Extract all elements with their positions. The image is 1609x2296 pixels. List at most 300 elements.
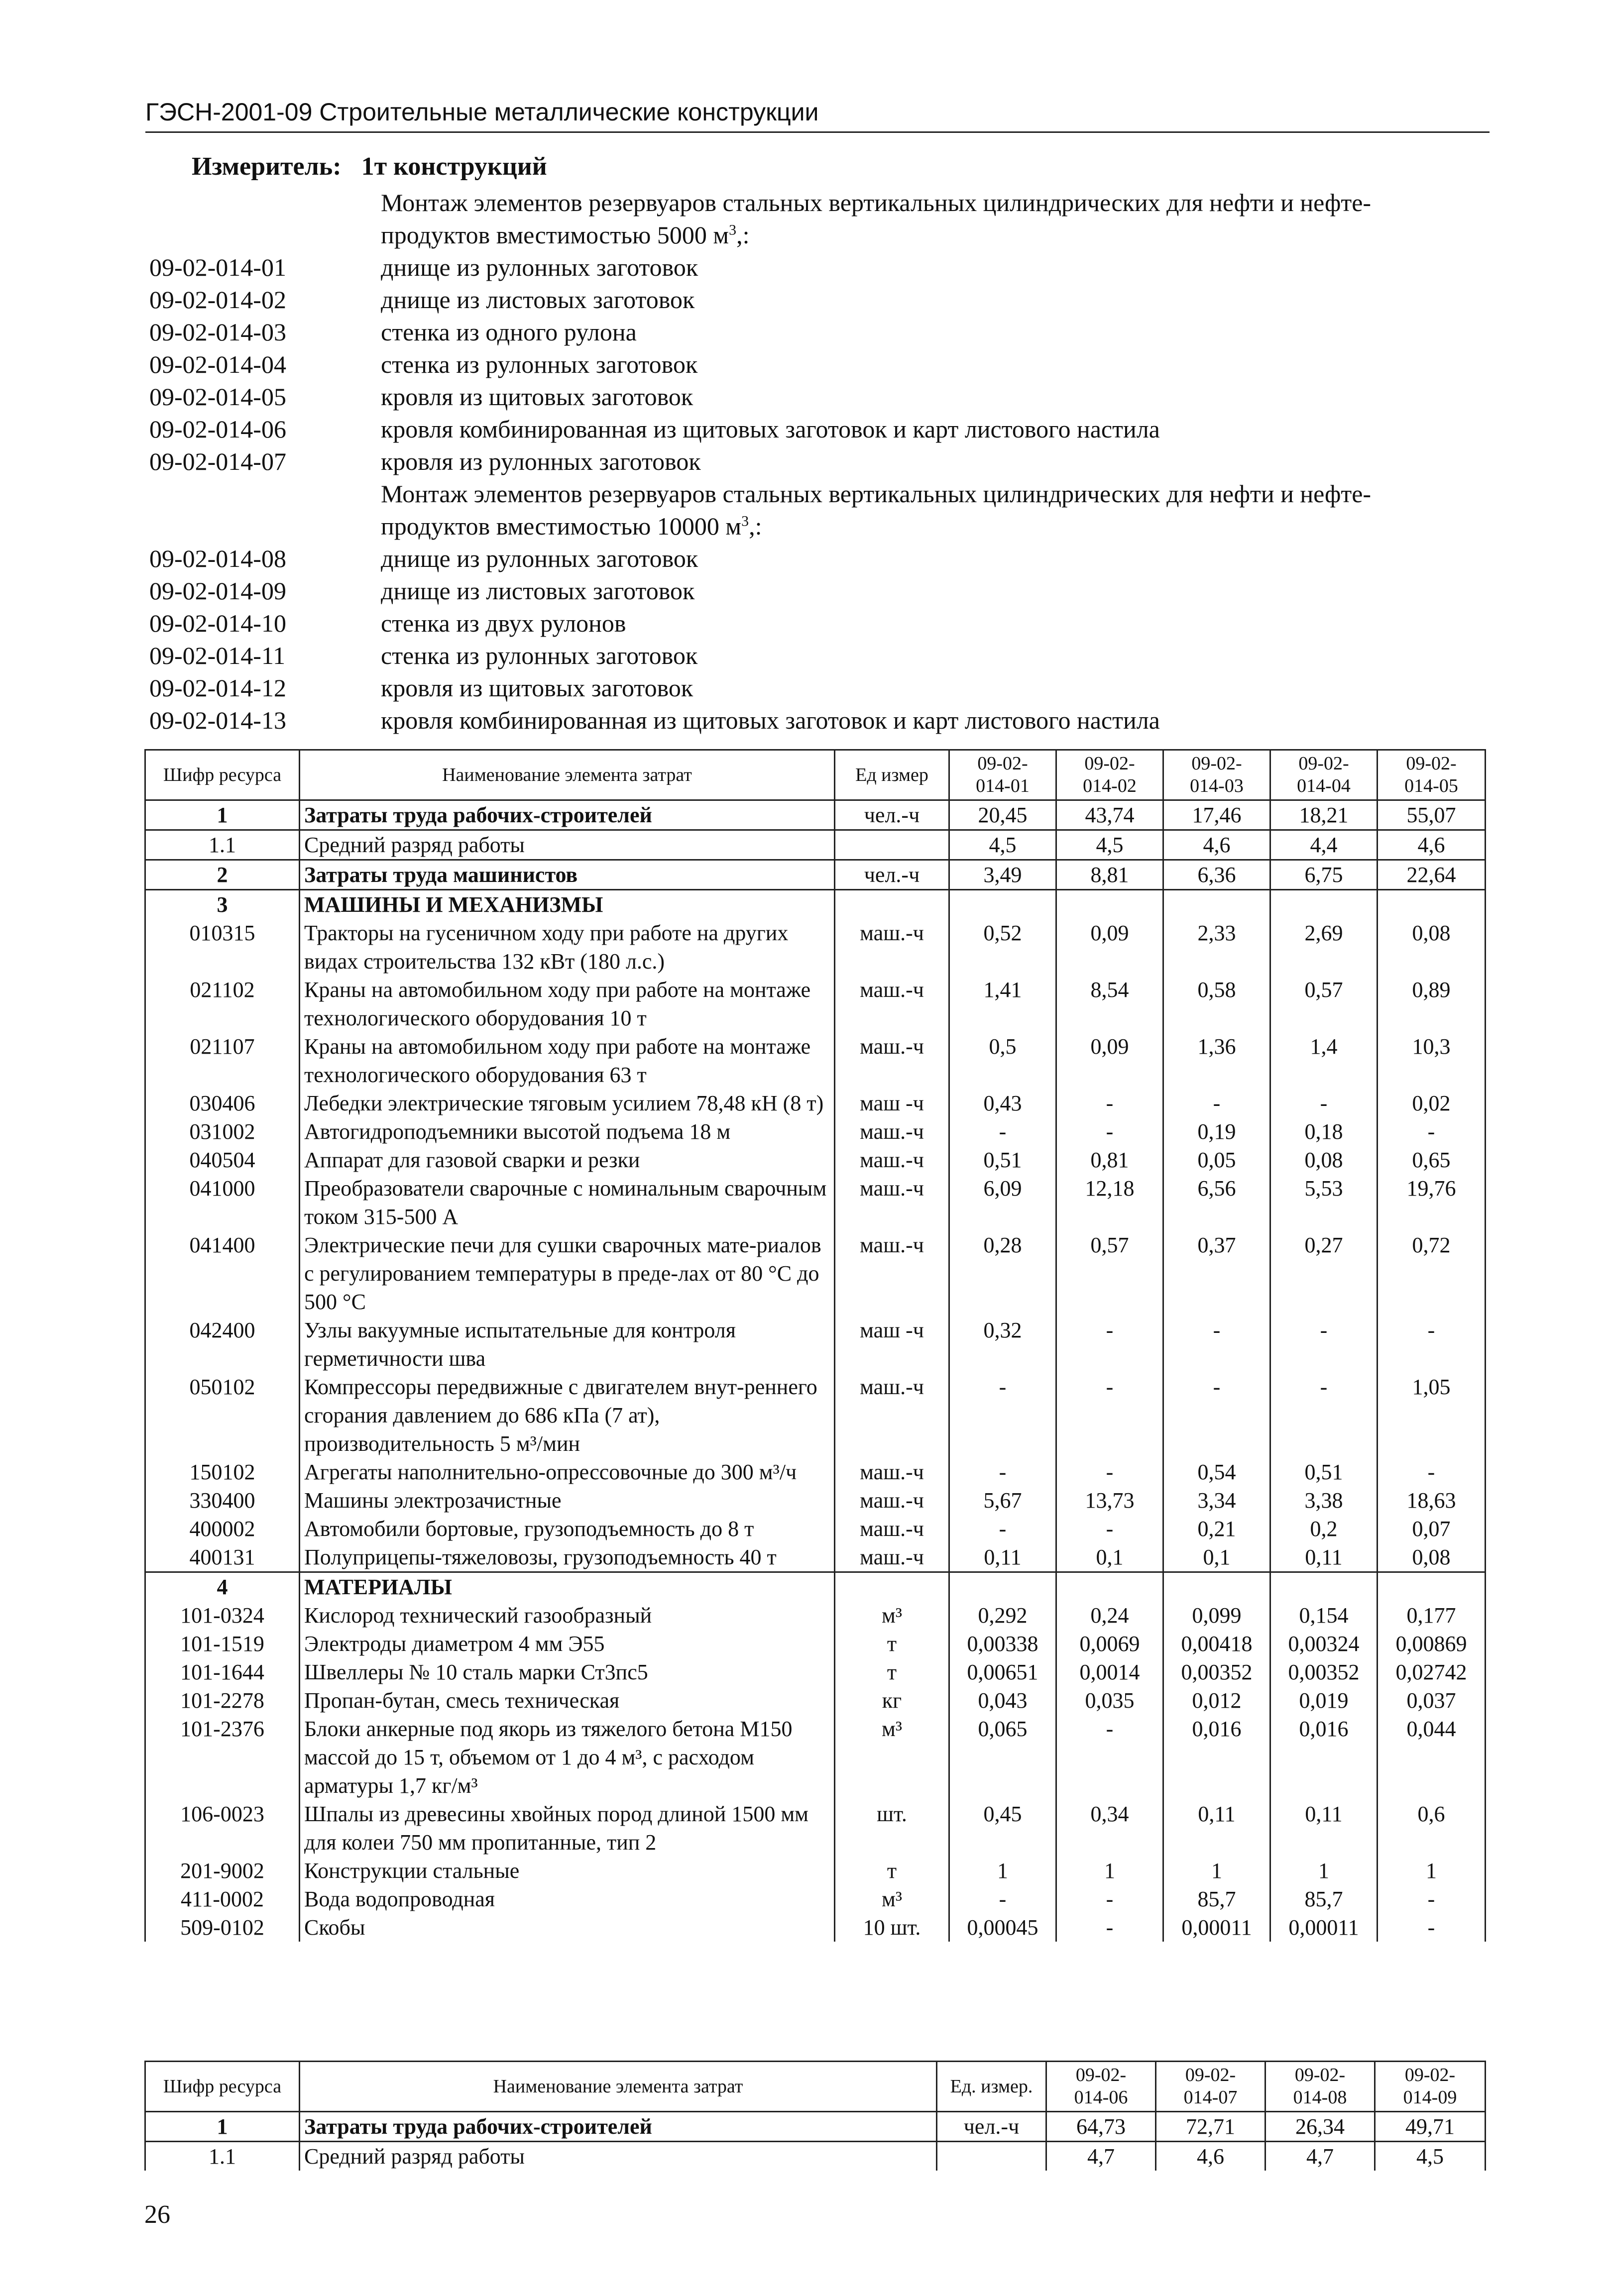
cell-value: 0,292 — [949, 1601, 1056, 1630]
group1-intro-sup: 3 — [729, 221, 737, 238]
spec-item — [149, 284, 1494, 316]
cell-code: 1.1 — [145, 830, 300, 860]
spec-code: 09-02-014-07 — [149, 447, 286, 475]
cell-value: 19,76 — [1378, 1174, 1486, 1231]
cell-value: 0,34 — [1056, 1800, 1163, 1857]
cell-value: 0,45 — [949, 1800, 1056, 1857]
cell-name: Электрические печи для сушки сварочных мате-риалов с регулированием температуры в преде-лах от 80 °С до 500 °С — [300, 1231, 835, 1316]
spec-code: 09-02-014-05 — [149, 383, 286, 411]
cell-value: 0,09 — [1056, 1032, 1163, 1089]
cell-name: Швеллеры № 10 сталь марки Ст3пс5 — [300, 1658, 835, 1686]
cell-value: - — [1378, 1885, 1486, 1913]
cell-value: 0,08 — [1378, 919, 1486, 976]
cell-code: 101-0324 — [145, 1601, 300, 1630]
cell-unit: маш.-ч — [835, 1117, 949, 1146]
cell-unit — [835, 830, 949, 860]
cell-value: 0,00869 — [1378, 1630, 1486, 1658]
cell-value: - — [1270, 1316, 1378, 1373]
table-row — [145, 1630, 1486, 1658]
cell-value — [949, 890, 1056, 919]
cell-name: Пропан-бутан, смесь техническая — [300, 1686, 835, 1715]
cell-value: 6,36 — [1163, 860, 1270, 890]
table-row — [145, 1032, 1486, 1089]
cell-value: 12,18 — [1056, 1174, 1163, 1231]
cell-value: 0,37 — [1163, 1231, 1270, 1316]
cell-code: 106-0023 — [145, 1800, 300, 1857]
cell-value — [1163, 890, 1270, 919]
table-body — [145, 2112, 1486, 2171]
spec-item — [149, 640, 1494, 672]
group1-intro — [149, 187, 1494, 251]
cell-value: 0,57 — [1056, 1231, 1163, 1316]
cell-value: - — [1056, 1458, 1163, 1486]
cell-value — [1056, 890, 1163, 919]
cell-value: 0,00011 — [1270, 1913, 1378, 1942]
cell-name: МАШИНЫ И МЕХАНИЗМЫ — [300, 890, 835, 919]
cell-value: - — [1056, 1089, 1163, 1117]
cell-name: Блоки анкерные под якорь из тяжелого бетона М150 массой до 15 т, объемом от 1 до 4 м³, с расходом арматуры 1,7 кг/м³ — [300, 1715, 835, 1800]
group2-intro-line2: продуктов вместимостью 10000 м — [381, 512, 742, 540]
page-number: 26 — [144, 2200, 170, 2229]
cell-value: 0,43 — [949, 1089, 1056, 1117]
cell-value: - — [949, 1515, 1056, 1543]
cell-value: 0,016 — [1270, 1715, 1378, 1800]
table-row — [145, 1658, 1486, 1686]
spec-item — [149, 348, 1494, 381]
cell-name: Преобразователи сварочные с номинальным сварочным током 315-500 А — [300, 1174, 835, 1231]
cell-value: 26,34 — [1265, 2112, 1375, 2142]
header-col-2: 09-02- 014-02 — [1056, 750, 1163, 800]
cell-unit — [835, 1572, 949, 1602]
cell-value: 1 — [1163, 1857, 1270, 1885]
cell-value: 6,56 — [1163, 1174, 1270, 1231]
cell-value: 2,33 — [1163, 919, 1270, 976]
table-row — [145, 1146, 1486, 1174]
table-row — [145, 1089, 1486, 1117]
cell-value: 0,037 — [1378, 1686, 1486, 1715]
cell-value — [1270, 1572, 1378, 1602]
cell-unit — [937, 2142, 1046, 2171]
cell-code: 040504 — [145, 1146, 300, 1174]
spec-code: 09-02-014-08 — [149, 545, 286, 572]
cell-value: 43,74 — [1056, 800, 1163, 830]
cell-value: 0,099 — [1163, 1601, 1270, 1630]
spec-item — [149, 672, 1494, 704]
specification-list — [149, 187, 1494, 737]
table-row — [145, 1715, 1486, 1800]
table-row — [145, 1316, 1486, 1373]
cell-value: - — [1056, 1117, 1163, 1146]
cell-unit: маш.-ч — [835, 1543, 949, 1572]
cell-value: 0,00324 — [1270, 1630, 1378, 1658]
table-row — [145, 1913, 1486, 1942]
cell-value: 0,28 — [949, 1231, 1056, 1316]
cell-value: 4,7 — [1046, 2142, 1156, 2171]
cell-value: 0,0014 — [1056, 1658, 1163, 1686]
spec-desc: стенка из рулонных заготовок — [381, 350, 698, 378]
cell-value: - — [1270, 1373, 1378, 1458]
cell-code: 030406 — [145, 1089, 300, 1117]
cell-value: 0,58 — [1163, 976, 1270, 1032]
cell-value: 0,11 — [1270, 1543, 1378, 1572]
cell-value: - — [1378, 1458, 1486, 1486]
cell-unit: кг — [835, 1686, 949, 1715]
cell-unit: т — [835, 1857, 949, 1885]
group1-intro-line1: Монтаж элементов резервуаров стальных вертикальных цилиндрических для нефти и нефте- — [381, 189, 1372, 217]
cell-unit: маш.-ч — [835, 1231, 949, 1316]
group2-intro-line1: Монтаж элементов резервуаров стальных вертикальных цилиндрических для нефти и нефте- — [381, 480, 1372, 508]
header-code: Шифр ресурса — [145, 750, 300, 800]
cell-value: 0,72 — [1378, 1231, 1486, 1316]
cell-value: 17,46 — [1163, 800, 1270, 830]
cell-value: 0,11 — [1270, 1800, 1378, 1857]
cell-unit: шт. — [835, 1800, 949, 1857]
cell-value: 0,57 — [1270, 976, 1378, 1032]
table-header-row — [145, 2062, 1486, 2112]
cell-value: 6,09 — [949, 1174, 1056, 1231]
cell-value: 0,2 — [1270, 1515, 1378, 1543]
cell-name: Затраты труда машинистов — [300, 860, 835, 890]
cell-value: - — [1163, 1316, 1270, 1373]
cell-value: 13,73 — [1056, 1486, 1163, 1515]
cell-value: - — [1056, 1913, 1163, 1942]
spec-desc: стенка из одного рулона — [381, 318, 637, 346]
table-header-row — [145, 750, 1486, 800]
cell-unit: маш -ч — [835, 1316, 949, 1373]
cell-unit: маш -ч — [835, 1089, 949, 1117]
spec-desc: кровля из щитовых заготовок — [381, 674, 693, 702]
header-col-1: 09-02- 014-01 — [949, 750, 1056, 800]
table-row — [145, 1601, 1486, 1630]
cell-value: 0,65 — [1378, 1146, 1486, 1174]
cell-name: Скобы — [300, 1913, 835, 1942]
group1-intro-line2: продуктов вместимостью 5000 м — [381, 221, 729, 249]
cell-value: 0,00352 — [1270, 1658, 1378, 1686]
table-row — [145, 1458, 1486, 1486]
spec-code: 09-02-014-06 — [149, 415, 286, 443]
cell-name: Затраты труда рабочих-строителей — [300, 800, 835, 830]
cell-value: 0,32 — [949, 1316, 1056, 1373]
cell-value: 8,54 — [1056, 976, 1163, 1032]
cell-value: 0,1 — [1163, 1543, 1270, 1572]
cell-unit: маш.-ч — [835, 1146, 949, 1174]
cell-code: 411-0002 — [145, 1885, 300, 1913]
cell-unit: м³ — [835, 1885, 949, 1913]
cell-code: 041000 — [145, 1174, 300, 1231]
cell-value: 1,41 — [949, 976, 1056, 1032]
table-row — [145, 1686, 1486, 1715]
spec-code: 09-02-014-09 — [149, 577, 286, 605]
cell-code: 1 — [145, 800, 300, 830]
header-col-4: 09-02- 014-04 — [1270, 750, 1378, 800]
spec-item — [149, 575, 1494, 607]
cell-value: - — [1270, 1089, 1378, 1117]
cell-value: 0,5 — [949, 1032, 1056, 1089]
cell-code: 101-2376 — [145, 1715, 300, 1800]
cell-value: 49,71 — [1375, 2112, 1486, 2142]
cell-value: 0,09 — [1056, 919, 1163, 976]
table-row — [145, 1486, 1486, 1515]
table-row — [145, 800, 1486, 830]
spec-desc: днище из рулонных заготовок — [381, 545, 698, 572]
table-row — [145, 1800, 1486, 1857]
spec-item — [149, 445, 1494, 478]
cell-name: Агрегаты наполнительно-опрессовочные до 300 м³/ч — [300, 1458, 835, 1486]
cell-unit: м³ — [835, 1715, 949, 1800]
cell-name: Кислород технический газообразный — [300, 1601, 835, 1630]
cell-unit: маш.-ч — [835, 1174, 949, 1231]
cell-value: 22,64 — [1378, 860, 1486, 890]
cell-value: 10,3 — [1378, 1032, 1486, 1089]
cell-name: Конструкции стальные — [300, 1857, 835, 1885]
header-col-3: 09-02- 014-03 — [1163, 750, 1270, 800]
cell-value: 20,45 — [949, 800, 1056, 830]
cell-value: - — [1056, 1885, 1163, 1913]
table-row — [145, 1515, 1486, 1543]
cell-value: - — [1163, 1089, 1270, 1117]
spec-code: 09-02-014-10 — [149, 609, 286, 637]
cell-value — [1163, 1572, 1270, 1602]
cell-name: Машины электрозачистные — [300, 1486, 835, 1515]
cell-name: Аппарат для газовой сварки и резки — [300, 1146, 835, 1174]
cell-code: 330400 — [145, 1486, 300, 1515]
header-name: Наименование элемента затрат — [300, 2062, 937, 2112]
cell-value: 1,36 — [1163, 1032, 1270, 1089]
cell-unit: чел.-ч — [835, 860, 949, 890]
cell-value: 55,07 — [1378, 800, 1486, 830]
table-row — [145, 976, 1486, 1032]
table-row — [145, 1231, 1486, 1316]
spec-code: 09-02-014-03 — [149, 318, 286, 346]
cell-value: 0,177 — [1378, 1601, 1486, 1630]
cell-value: 0,05 — [1163, 1146, 1270, 1174]
cell-unit: 10 шт. — [835, 1913, 949, 1942]
measurer-value: 1т конструкций — [361, 152, 547, 181]
header-name: Наименование элемента затрат — [300, 750, 835, 800]
cell-value: 0,6 — [1378, 1800, 1486, 1857]
spec-desc: кровля из щитовых заготовок — [381, 383, 693, 411]
spec-desc: днище из листовых заготовок — [381, 286, 695, 314]
spec-item — [149, 381, 1494, 413]
cell-value: 0,00011 — [1163, 1913, 1270, 1942]
cell-value: 0,035 — [1056, 1686, 1163, 1715]
cell-name: Лебедки электрические тяговым усилием 78,48 кН (8 т) — [300, 1089, 835, 1117]
cell-code: 010315 — [145, 919, 300, 976]
cell-value: 0,54 — [1163, 1458, 1270, 1486]
cell-code: 1 — [145, 2112, 300, 2142]
header-unit: Ед измер — [835, 750, 949, 800]
header-col-7: 09-02- 014-07 — [1156, 2062, 1265, 2112]
cell-value — [949, 1572, 1056, 1602]
cell-value: 0,019 — [1270, 1686, 1378, 1715]
cell-code: 4 — [145, 1572, 300, 1602]
cell-unit: маш.-ч — [835, 919, 949, 976]
cell-code: 101-1644 — [145, 1658, 300, 1686]
cell-code: 101-1519 — [145, 1630, 300, 1658]
cell-value: 1 — [949, 1857, 1056, 1885]
cell-value: 0,00418 — [1163, 1630, 1270, 1658]
cell-value: 0,81 — [1056, 1146, 1163, 1174]
cell-value: 0,24 — [1056, 1601, 1163, 1630]
group1-intro-end: ,: — [736, 221, 750, 249]
cell-value: 5,67 — [949, 1486, 1056, 1515]
cell-unit — [835, 890, 949, 919]
table-row — [145, 2142, 1486, 2171]
cell-value: 0,043 — [949, 1686, 1056, 1715]
cell-name: Краны на автомобильном ходу при работе на монтаже технологического оборудования 63 т — [300, 1032, 835, 1089]
spec-item — [149, 251, 1494, 284]
cell-value: - — [1378, 1316, 1486, 1373]
cell-code: 042400 — [145, 1316, 300, 1373]
cell-code: 3 — [145, 890, 300, 919]
group2-intro — [149, 478, 1494, 543]
cell-value: 2,69 — [1270, 919, 1378, 976]
cell-value: 0,1 — [1056, 1543, 1163, 1572]
cell-unit: маш.-ч — [835, 1515, 949, 1543]
table-row — [145, 1857, 1486, 1885]
cell-name: МАТЕРИАЛЫ — [300, 1572, 835, 1602]
cell-value: 4,6 — [1378, 830, 1486, 860]
cell-value: 0,02742 — [1378, 1658, 1486, 1686]
header-col-9: 09-02- 014-09 — [1375, 2062, 1486, 2112]
table-row — [145, 1373, 1486, 1458]
cell-code: 101-2278 — [145, 1686, 300, 1715]
spec-desc: днище из рулонных заготовок — [381, 253, 698, 281]
cell-value: 3,34 — [1163, 1486, 1270, 1515]
cell-unit: т — [835, 1658, 949, 1686]
cell-value: 4,5 — [949, 830, 1056, 860]
cell-value — [1270, 890, 1378, 919]
cell-value: - — [949, 1885, 1056, 1913]
cell-name: Электроды диаметром 4 мм Э55 — [300, 1630, 835, 1658]
cell-name: Компрессоры передвижные с двигателем внут-реннего сгорания давлением до 686 кПа (7 ат), производительность 5 м³/мин — [300, 1373, 835, 1458]
cell-code: 050102 — [145, 1373, 300, 1458]
cell-value: - — [1056, 1316, 1163, 1373]
measurer-label: Измеритель: — [192, 152, 342, 181]
cell-value: 1,05 — [1378, 1373, 1486, 1458]
cell-value: 0,19 — [1163, 1117, 1270, 1146]
cell-value: 0,08 — [1270, 1146, 1378, 1174]
cell-value: 0,00651 — [949, 1658, 1056, 1686]
header-code: Шифр ресурса — [145, 2062, 300, 2112]
cell-value: 0,11 — [949, 1543, 1056, 1572]
cell-name: Автогидроподъемники высотой подъема 18 м — [300, 1117, 835, 1146]
cell-unit: маш.-ч — [835, 1486, 949, 1515]
spec-code: 09-02-014-04 — [149, 350, 286, 378]
spec-item — [149, 607, 1494, 640]
cell-value: 0,07 — [1378, 1515, 1486, 1543]
cell-value: 6,75 — [1270, 860, 1378, 890]
cell-name: Узлы вакуумные испытательные для контроля герметичности шва — [300, 1316, 835, 1373]
spec-code: 09-02-014-01 — [149, 253, 286, 281]
group2-intro-sup: 3 — [741, 513, 749, 530]
cell-value: 0,52 — [949, 919, 1056, 976]
spec-item — [149, 543, 1494, 575]
cell-name: Средний разряд работы — [300, 2142, 937, 2171]
spec-desc: стенка из двух рулонов — [381, 609, 626, 637]
table-row — [145, 1885, 1486, 1913]
table-row — [145, 830, 1486, 860]
table-row — [145, 1572, 1486, 1602]
cell-value: 0,00352 — [1163, 1658, 1270, 1686]
cell-value: 64,73 — [1046, 2112, 1156, 2142]
cell-value: 1 — [1378, 1857, 1486, 1885]
cell-value: 1 — [1270, 1857, 1378, 1885]
cell-value: 1,4 — [1270, 1032, 1378, 1089]
cell-code: 2 — [145, 860, 300, 890]
resource-table-2 — [144, 2061, 1486, 2171]
cell-value: 8,81 — [1056, 860, 1163, 890]
cell-value: 4,5 — [1056, 830, 1163, 860]
spec-code: 09-02-014-02 — [149, 286, 286, 314]
group2-intro-end: ,: — [749, 512, 762, 540]
cell-name: Тракторы на гусеничном ходу при работе на других видах строительства 132 кВт (180 л.с.) — [300, 919, 835, 976]
cell-unit: чел.-ч — [937, 2112, 1046, 2142]
cell-value: 4,4 — [1270, 830, 1378, 860]
cell-value: - — [1163, 1373, 1270, 1458]
cell-value: 0,02 — [1378, 1089, 1486, 1117]
header-col-6: 09-02- 014-06 — [1046, 2062, 1156, 2112]
cell-code: 201-9002 — [145, 1857, 300, 1885]
cell-unit: маш.-ч — [835, 1373, 949, 1458]
cell-value: 5,53 — [1270, 1174, 1378, 1231]
cell-value: 0,044 — [1378, 1715, 1486, 1800]
cell-value: 0,51 — [1270, 1458, 1378, 1486]
cell-value: 0,065 — [949, 1715, 1056, 1800]
cell-value: 4,6 — [1156, 2142, 1265, 2171]
spec-item — [149, 316, 1494, 348]
spec-item — [149, 413, 1494, 445]
cell-name: Полуприцепы-тяжеловозы, грузоподъемность 40 т — [300, 1543, 835, 1572]
cell-code: 1.1 — [145, 2142, 300, 2171]
cell-value: 0,00338 — [949, 1630, 1056, 1658]
cell-code: 041400 — [145, 1231, 300, 1316]
cell-value: 4,7 — [1265, 2142, 1375, 2171]
cell-value: 18,21 — [1270, 800, 1378, 830]
spec-desc: кровля из рулонных заготовок — [381, 447, 701, 475]
header-unit: Ед. измер. — [937, 2062, 1046, 2112]
cell-value: 72,71 — [1156, 2112, 1265, 2142]
table-row — [145, 1117, 1486, 1146]
header-col-5: 09-02- 014-05 — [1378, 750, 1486, 800]
cell-value: 0,154 — [1270, 1601, 1378, 1630]
cell-code: 400002 — [145, 1515, 300, 1543]
cell-name: Краны на автомобильном ходу при работе на монтаже технологического оборудования 10 т — [300, 976, 835, 1032]
table-body — [145, 800, 1486, 1942]
cell-value: 0,27 — [1270, 1231, 1378, 1316]
spec-code: 09-02-014-11 — [149, 642, 286, 669]
spec-code: 09-02-014-12 — [149, 674, 286, 702]
table-row — [145, 890, 1486, 919]
cell-unit: маш.-ч — [835, 1458, 949, 1486]
table-row — [145, 1543, 1486, 1572]
spec-desc: кровля комбинированная из щитовых заготовок и карт листового настила — [381, 415, 1160, 443]
measurer-line — [192, 152, 547, 181]
cell-value: - — [1378, 1117, 1486, 1146]
cell-code: 031002 — [145, 1117, 300, 1146]
cell-value: 85,7 — [1270, 1885, 1378, 1913]
cell-value: - — [1056, 1515, 1163, 1543]
cell-unit: маш.-ч — [835, 976, 949, 1032]
cell-value: 0,012 — [1163, 1686, 1270, 1715]
cell-name: Затраты труда рабочих-строителей — [300, 2112, 937, 2142]
cell-value: - — [949, 1117, 1056, 1146]
cell-code: 150102 — [145, 1458, 300, 1486]
cell-value: 3,38 — [1270, 1486, 1378, 1515]
cell-name: Вода водопроводная — [300, 1885, 835, 1913]
cell-value — [1378, 1572, 1486, 1602]
spec-item — [149, 704, 1494, 737]
